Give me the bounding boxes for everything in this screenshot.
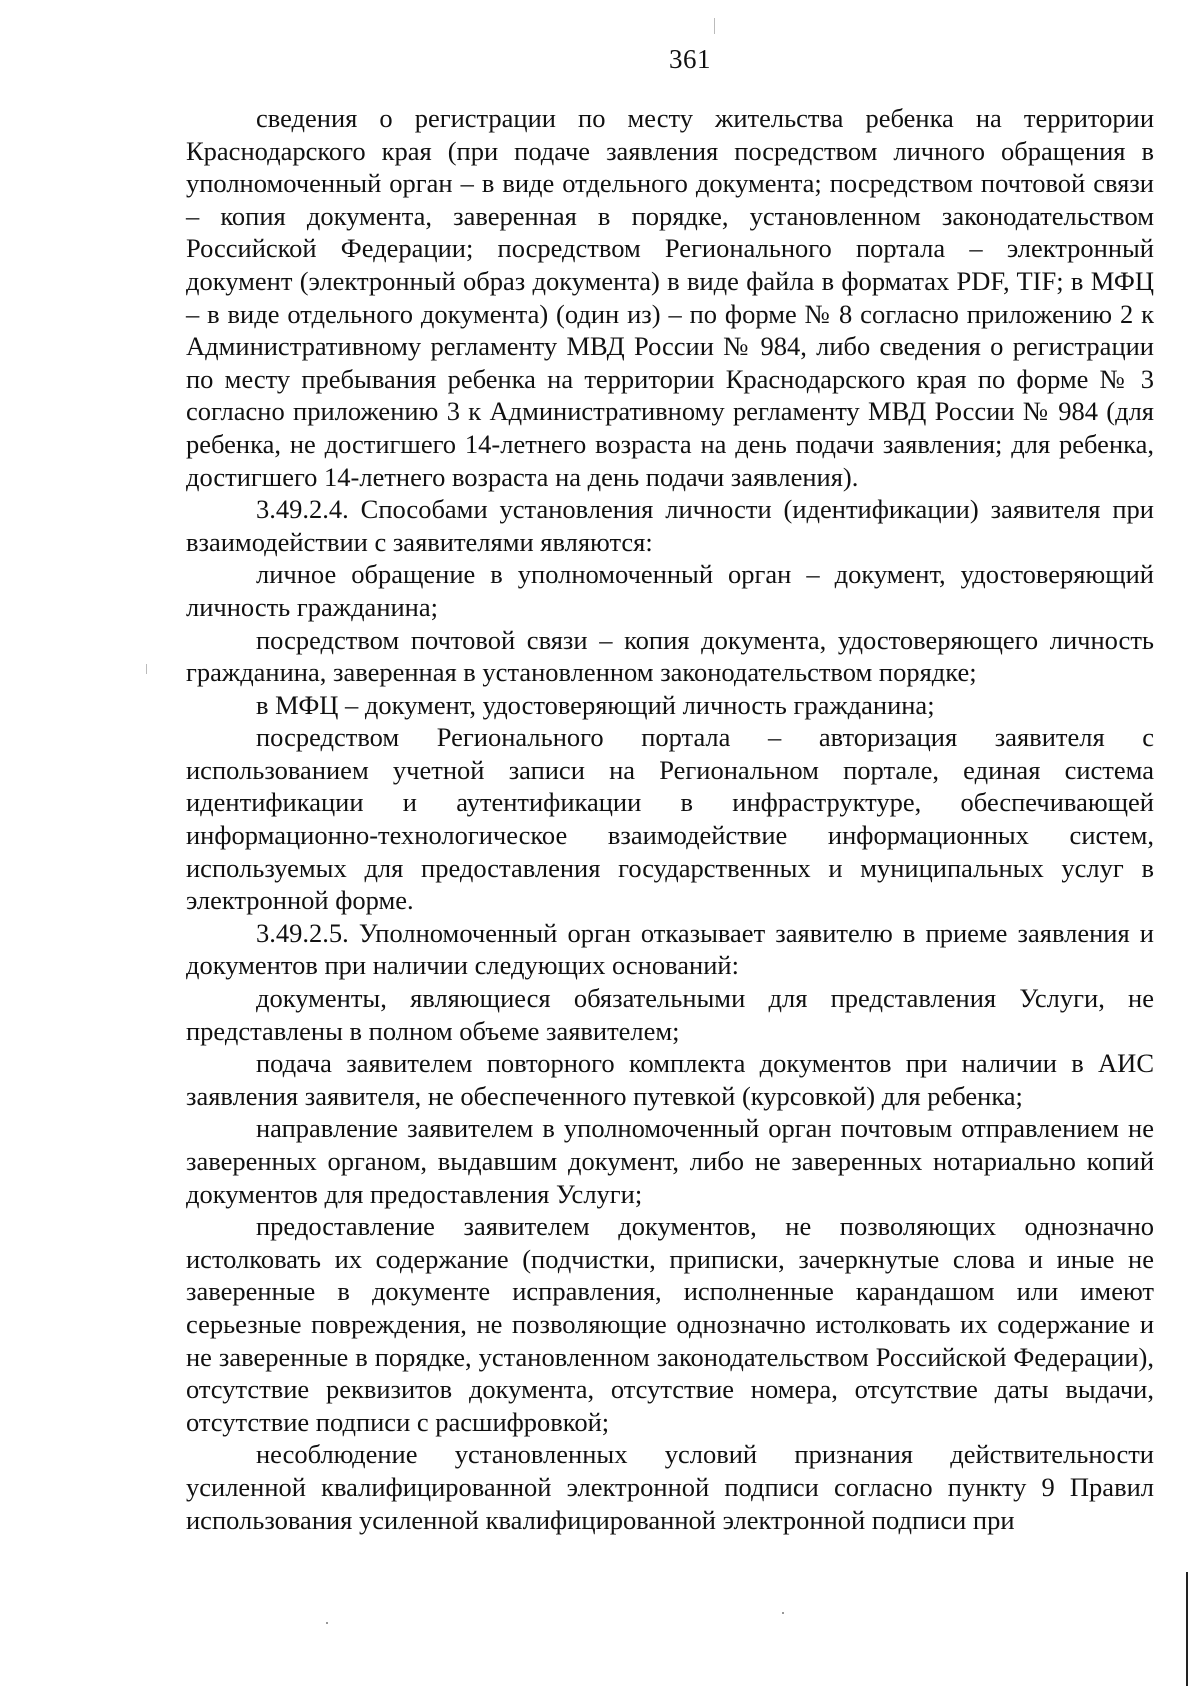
scan-speck bbox=[326, 1622, 328, 1624]
paragraph-registration-info: сведения о регистрации по месту жительства ребенка на территории Краснодарского края (при подаче заявления посредством личного обращения в уполномоченный орган – в виде отдельного документа; посредством почтовой связи – копия документа, заверенная в порядке, установленном законодательством Российской Федерации; посредством Регионального портала – электронный документ (электронный образ документа) в виде файла в форматах PDF, TIF; в МФЦ – в виде отдельного документа) (один из) – по форме № 8 согласно приложению 2 к Административному регламенту МВД России № 984, либо сведения о регистрации по месту пребывания ребенка на территории Краснодарского края по форме № 3 согласно приложению 3 к Административному регламенту МВД России № 984 (для ребенка, не достигшего 14-летнего возраста на день подачи заявления; для ребенка, достигшего 14-летнего возраста на день подачи заявления). bbox=[186, 103, 1154, 492]
page-number: 361 bbox=[669, 44, 711, 74]
scan-edge-mark bbox=[1186, 1572, 1188, 1686]
scan-speck bbox=[782, 1612, 784, 1614]
paragraph-mfc: в МФЦ – документ, удостоверяющий личность гражданина; bbox=[256, 689, 935, 720]
scan-speck bbox=[714, 18, 715, 34]
paragraph-postal: посредством почтовой связи – копия документа, удостоверяющего личность гражданина, заверенная в установленном законодательством порядке; bbox=[186, 624, 1154, 688]
scan-speck bbox=[146, 664, 147, 674]
paragraph-regional-portal: посредством Регионального портала – авторизация заявителя с использованием учетной записи на Региональном портале, единая система идентификации и аутентификации в инфраструктуре, обеспечивающей информационно-технологическое взаимодействие информационных систем, используемых для предоставления государственных и муниципальных услуг в электронной форме. bbox=[186, 722, 1154, 916]
paragraph-3-49-2-4: 3.49.2.4. Способами установления личности (идентификации) заявителя при взаимодействии с заявителями являются: bbox=[186, 494, 1154, 557]
paragraph-ambiguous-docs: предоставление заявителем документов, не позволяющих однозначно истолковать их содержание (подчистки, приписки, зачеркнутые слова и иные не заверенные в документе исправления, исполненные карандашом или имеют серьезные повреждения, не позволяющие однозначно истолковать их содержание и не заверенные в порядке, установленном законодательством Российской Федерации), отсутствие реквизитов документа, отсутствие номера, отсутствие даты выдачи, отсутствие подписи с расшифровкой; bbox=[186, 1211, 1154, 1437]
paragraph-incomplete-docs: документы, являющиеся обязательными для представления Услуги, не представлены в полном объеме заявителем; bbox=[186, 983, 1154, 1046]
body-text bbox=[186, 102, 1154, 1536]
paragraph-3-49-2-5: 3.49.2.5. Уполномоченный орган отказывает заявителю в приеме заявления и документов при наличии следующих оснований: bbox=[186, 917, 1154, 981]
paragraph-uncertified-copies: направление заявителем в уполномоченный орган почтовым отправлением не заверенных органом, выдавшим документ, либо не заверенных нотариально копий документов для предоставления Услуги; bbox=[186, 1113, 1154, 1209]
paragraph-repeat-submission: подача заявителем повторного комплекта документов при наличии в АИС заявления заявителя, не обеспеченного путевкой (курсовкой) для ребенка; bbox=[186, 1048, 1154, 1111]
paragraph-personal-visit: личное обращение в уполномоченный орган – документ, удостоверяющий личность гражданина; bbox=[186, 559, 1154, 622]
paragraph-signature-conditions: несоблюдение установленных условий признания действительности усиленной квалифицированной электронной подписи согласно пункту 9 Правил использования усиленной квалифицированной электронной подписи при bbox=[186, 1439, 1154, 1535]
